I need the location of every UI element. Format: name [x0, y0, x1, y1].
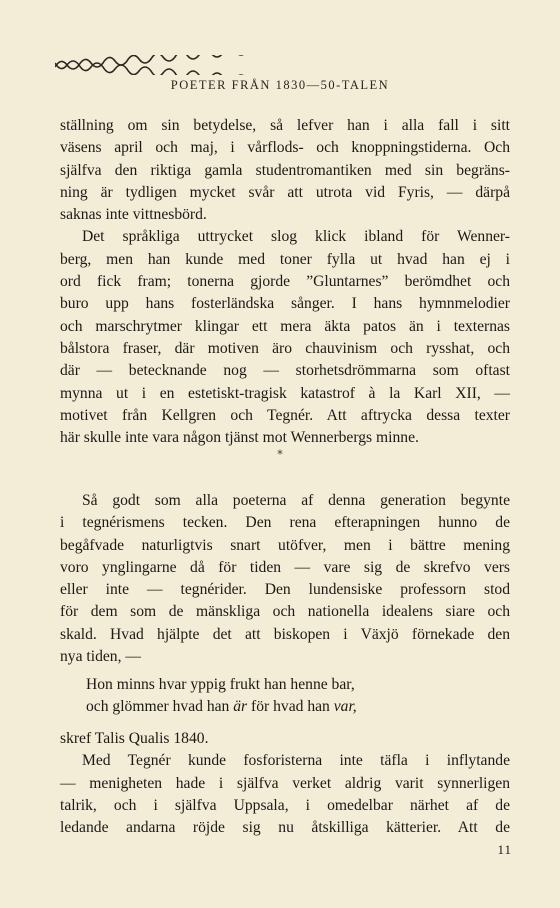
text-line: motivet från Kellgren och Tegnér. Att aftrycka dessa texter	[60, 406, 510, 424]
text-line: för dem som de mänskliga och nationella idealens siare och	[60, 603, 510, 621]
verse-line: och glömmer hvad han är för hvad han var,	[86, 698, 357, 716]
text-line: Med Tegnér kunde fosforisterna inte täfla i inflytande	[82, 752, 510, 770]
verse-quote	[86, 674, 466, 719]
text-line: berg, men han kunde med toner fylla ut hvad han ej i	[60, 250, 510, 268]
page-number: 11	[497, 842, 512, 857]
text-line: här skulle inte vara någon tjänst mot Wennerbergs minne.	[60, 429, 419, 447]
text-line: ställning om sin betydelse, så lefver han i alla fall i sitt	[60, 117, 510, 134]
text-line: och marschrytmer klingar ett mera äkta patos än i texternas	[60, 317, 510, 335]
verse-emphasis: var,	[333, 698, 357, 716]
text-line: ord fick fram; tonerna gjorde ”Gluntarnes” berömdhet och	[60, 273, 510, 291]
text-line: skald. Hvad hjälpte det att biskopen i Växjö förnekade den	[60, 625, 510, 643]
text-line: i tegnérismens tecken. Den rena efterapningen hunno de	[60, 514, 510, 532]
text-line: mynna ut i en estetiskt-tragisk katastrof à la Karl XII, —	[60, 384, 510, 402]
text-line: voro ynglingarne då för tiden — vare sig de skrefvo vers	[60, 558, 510, 576]
section-asterism: *	[277, 448, 283, 461]
text-line: talrik, och i själfva Uppsala, i omedelbar närhet af de	[60, 796, 510, 814]
text-line: buro upp hans fosterländska sånger. I hans hymnmelodier	[60, 295, 510, 313]
verse-emphasis: är	[233, 698, 248, 716]
running-head: POETER FRÅN 1830—50-TALEN	[170, 78, 390, 92]
paragraph-2	[60, 490, 510, 668]
text-line: eller inte — tegnérider. Den lundensiske professorn stod	[60, 581, 510, 599]
verse-line: Hon minns hvar yppig frukt han henne bar,	[86, 676, 355, 693]
text-line: ning är tydligen mycket svår att utrota vid Fyris, — därpå	[60, 183, 510, 201]
text-line: bålstora fraser, där motiven äro chauvinism och rysshat, och	[60, 339, 510, 357]
text-line: själfva den riktiga gamla studentromantiken med sin begräns-	[60, 161, 510, 179]
text-line: ledande andarna röjde sig nu åtskilliga kätterier. Att de	[60, 819, 510, 837]
text-line: väsens april och maj, i vårflods- och knoppningstiderna. Och	[60, 139, 510, 157]
paragraph-1	[60, 115, 510, 449]
paragraph-3	[60, 728, 510, 839]
text-line: där — betecknande nog — storhetsdrömmarna som oftast	[60, 362, 510, 380]
text-line: saknas inte vittnesbörd.	[60, 206, 207, 224]
text-line: Så godt som alla poeterna af denna generation begynte	[82, 492, 510, 509]
text-line: begåfvade naturligtvis snart utöfver, men i bättre mening	[60, 536, 510, 554]
text-line: nya tiden, —	[60, 648, 141, 666]
header-ornament	[55, 55, 512, 75]
text-line: Det språkliga uttrycket slog klick ibland för Wenner-	[82, 228, 510, 246]
text-line: — menigheten hade i själfva verket aldrig varit synnerligen	[60, 774, 510, 792]
text-line: skref Talis Qualis 1840.	[60, 730, 209, 747]
